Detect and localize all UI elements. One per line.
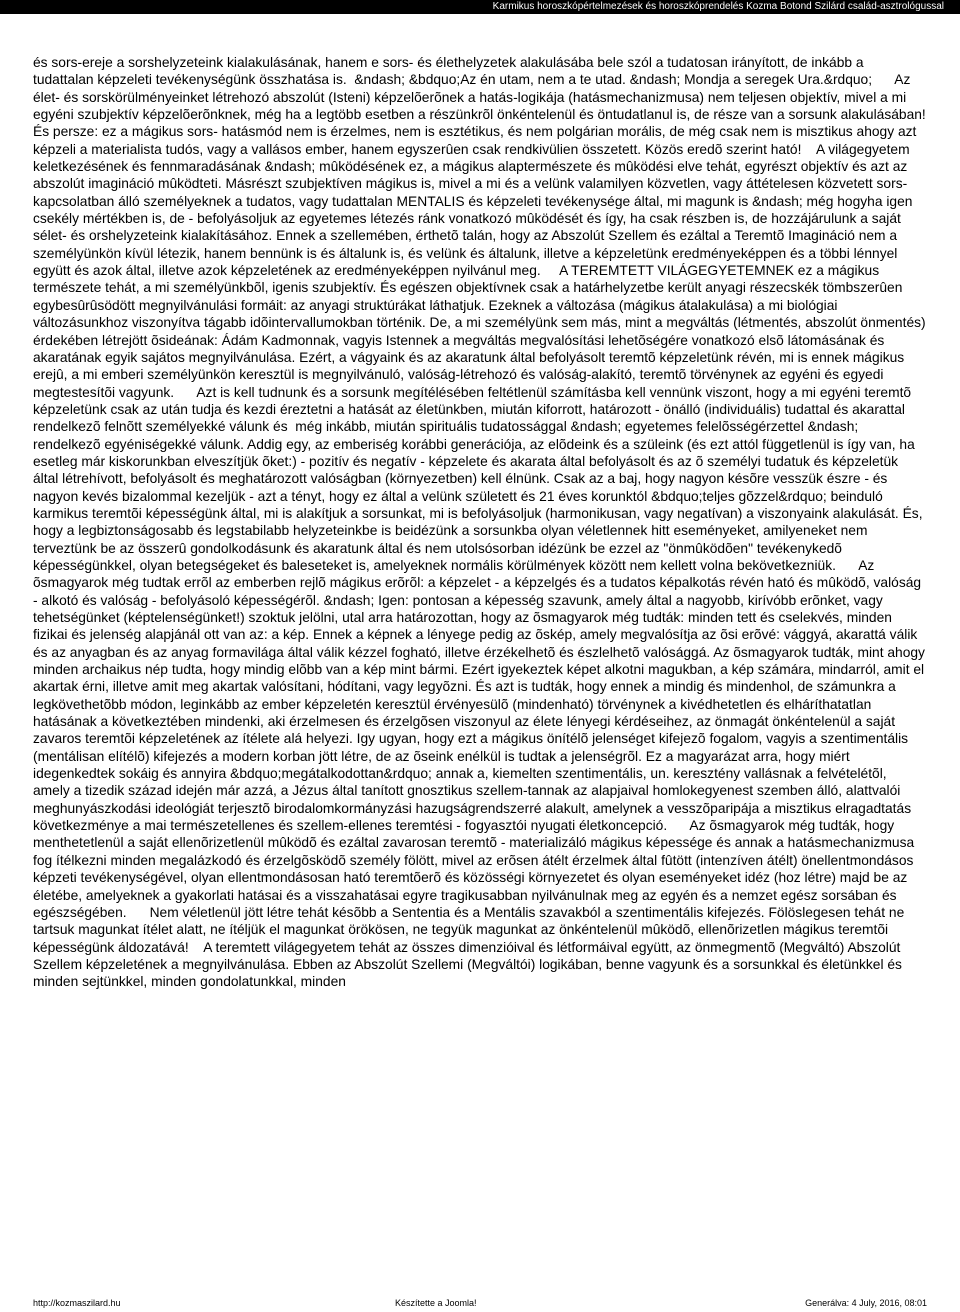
- site-header-bar: [0, 0, 960, 14]
- footer-url[interactable]: http://kozmaszilard.hu: [33, 1298, 121, 1308]
- article-body: és sors-ereje a sorshelyzeteink kialakulásának, hanem e sors- és élethelyzetek alakulásába bele szól a tudatosan irányított, de inkább a tudattalan képzeleti tevékenységünk összhatása is. &ndash; &bdquo;Az én utam, nem a te utad. &ndash; Mondja a seregek Ura.&rdquo; Az élet- és sorskörülményeinket létrehozó abszolút (Isteni) képzelõerõnek a hatás-logikája (hatásmechanizmusa) nem teljesen objektív, mivel a mi egyéni szubjektív képzelõerõnknek, még ha a legtöbb esetben a részünkrõl önkéntelenül és öntudatlanul is, de része van a sorsunk alakulásában! És persze: ez a mágikus sors- hatásmód nem is érzelmes, nem is esztétikus, és nem polgárian morális, de még csak nem is misztikus ahogy azt képzeli a materialista tudós, vagy a vallásos ember, hanem egyszerûen csak rendkivülien összetett. Közös eredõ szerint ható! A világegyetem keletkezésének és fennmaradásának &ndash; mûködésének ez, a mágikus alaptermészete és mûködési elve tehát, egyrészt objektív és azt az abszolút imagináció mûködteti. Másrészt szubjektíven mágikus is, mivel a mi és a velünk valamilyen közvetlen, vagy áttételesen közvetett sors-kapcsolatban álló személyeknek a tudatos, vagy tudattalan MENTALIS és képzeleti tevékenysége által, mi magunk is &ndash; még hogyha igen csekély mértékben is, de - befolyásoljuk az egyetemes létezés ránk vonatkozó mûködését és így, ha csak részben is, de hozzájárulunk a saját sélet- és orshelyzeteink kialakításához. Ennek a szellemében, érthetõ talán, hogy az Abszolút Szellem és ezáltal a Teremtõ Imagináció nem a személyünkön kívül létezik, hanem bennünk is és általunk is, és velünk és általunk, illetve a képzeletünk eredményeképpen és a többi lénnyel együtt és azok által, illetve azok képzeletének az eredményeképpen nyilvánul meg. A TEREMTETT VILÁGEGYETEMNEK ez a mágikus természete tehát, a mi személyünkbõl, igenis szubjektív. És egészen objektívnek csak a határhelyzetbe került anyagi részecskék tömbszerûen egybesûrûsödött megnyilvánulási formáit: az anyagi struktúrákat láthatjuk. Ezeknek a változása (mágikus átalakulása) a mi biológiai változásunkhoz viszonyítva tágabb idõintervallumokban történik. De, a mi személyünk sem más, mint a megváltás (létmentés, abszolút önmentés) érdekében létrejött õsideának: Ádám Kadmonnak, vagyis Istennek a megváltás megvalósítási lehetõségére vonatkozó elsõ látomásának és akaratának egyik sajátos megnyilvánulása. Ezért, a vágyaink és az akaratunk által befolyásolt teremtõ képzeletünk révén, mi is ennek mágikus erejû, a mi emberi személyünkön keresztül is megnyilvánuló, valóság-létrehozó és valóság-alakító, teremtõ törvénynek az egyéni és egyedi megtestesítõi vagyunk. Azt is kell tudnunk és a sorsunk megítélésében feltétlenül számításba kell vennünk viszont, hogy a mi egyéni teremtõ képzeletünk csak az után tudja és kezdi éreztetni a hatását az életünkben, miután kiforrott, határozott - önálló (individuális) tudattal és akarattal rendelkezõ felnõtt személyekké válunk és még inkább, miután spirituális tudatossággal &ndash; egyetemes felelõsségérzettel &ndash; rendelkezõ egyéniségekké válunk. Addig egy, az emberiség korábbi generációja, az elõdeink és a szüleink (és ezt attól függetlenül is így van, ha esetleg már kiskorunkban elveszítjük õket:) - pozitív és negatív - képzelete és akarata által befolyásolt és az õ személyi tudatuk és képzeletük által létrehívott, befolyásolt és meghatározott valóságban (környezetben) kell élnünk. Csak az a baj, hogy nagyon késõre vesszük észre - és nagyon kevés bizalommal kezeljük - azt a tényt, hogy ez által a velünk született és 21 éves korunktól &bdquo;teljes gõzzel&rdquo; beinduló karmikus teremtõi képességünk által, mi is alakítjuk a sorsunkat, mi is befolyásoljuk (harmonikusan, vagy negatívan) a viszonyaink alakulását. És, hogy a legbiztonságosabb és legstabilabb helyzeteinkbe is beidézünk a sorsunkba olyan véletlennek hitt eseményeket, amilyeneket nem terveztünk be az összerû gondolkodásunk és akaratunk által és nem utolsósorban idézünk be ezzel az "önmûködõen" tevékenykedõ képességünkkel, olyan betegségeket és baleseteket is, amelyeknek normális körülmények között nem kellett volna bekövetkezniük. Az õsmagyarok még tudtak errõl az emberben rejlõ mágikus erõrõl: a képzelet - a képzelgés és a tudatos képalkotás révén ható és mûködõ, valóság - alkotó és valóság - befolyásoló képességérõl. &ndash; Igen: pontosan a képesség szavunk, amely által a nagyobb, kirívóbb erõnket, vagy tehetségünket (képtelenségünket!) szoktuk jelölni, utal arra határozottan, hogy az õsmagyarok még tudták: minden tett és cselekvés, minden fizikai és jelenség alapjánál ott van az: a kép. Ennek a képnek a lényege pedig az õskép, amely megvalósítja az õsi erõvé: vággyá, akarattá válik és az anyagban és az anyag formavilága által válik kézzel fogható, illetve érzékelhetõ és észlelhetõ valósággá. Az õsmagyarok tudták, mint ahogy minden archaikus nép tudta, hogy mindig elõbb van a kép mint bármi. Ezért igyekeztek képet alkotni magukban, a kép számára, mindarról, amit el akartak érni, illetve amit meg akartak valósítani, hódítani, vagy legyõzni. És azt is tudták, hogy ennek a mindig és mindenhol, de számunkra a legkövethetõbb módon, leginkább az ember képzeletén keresztül érvényesülõ (mindenható) törvénynek a kivédhetetlen és elháríthatatlan hatásának a következtében mindenki, aki érzelmesen és érzelgõsen viszonyul az élete lényegi kérdéseihez, az önmagát önkéntelenül a saját zavaros teremtõi képzeletének az ítélete alá helyezi. Igy ugyan, hogy ezt a mágikus önítélõ jelenséget kifejezõ fogalom, vagyis a szentimentális (mentálisan elítélõ) kifejezés a modern korban jött létre, de az õseink enélkül is tudtak a jelenségrõl. Ez a magyarázat arra, hogy miért idegenkedtek sokáig és annyira &bdquo;megátalkodottan&rdquo; annak a, kiemelten szentimentális, un. keresztény vallásnak a felvételétõl, amely a tizedik század idején már azzá, a Jézus által tanított gnosztikus szellem-tannak az alapjaival homlokegyenest szemben álló, alattvalói meghunyászkodási ideológiát terjesztõ birodalomkormányzási hazugságrendszerré alakult, amelynek a vesszõparipája a misztikus elragadtatás következménye a mai természetellenes és szellem-ellenes teremtési - fogyasztói nyugati életkoncepció. Az õsmagyarok még tudták, hogy menthetetlenül a saját ellenõrizetlenül mûködõ és ezáltal zavarosan teremtõ - materializáló mágikus képessége és annak a hatásmechanizmusa fog ítélkezni minden megalázkodó és érzelgõsködõ személy fölött, mivel az erõsen átélt érzelmek által fûtött (intenzíven átélt) önellentmondásos képzeti tevékenységével, olyan ellentmondásosan ható teremtõerõ és közösségi környezetet és olyan eseményeket idéz (hoz létre) majd be az életébe, amelyeknek a gyakorlati hatásai és a visszahatásai egyre tragikusabban nyilvánulnak meg az egyén és a nemzet egész sorsában és egészségében. Nem véletlenül jött létre tehát késõbb a Sententia és a Mentális szavakból a szentimentális kifejezés. Fölöslegesen tehát ne tartsuk magunkat ítélet alatt, ne ítéljük el magunkat örökösen, ne tegyük magunkat az önkéntelenül mûködõ, ellenõrizetlen mágikus teremtõi képességünk áldozatává! A teremtett világegyetem tehát az összes dimenzióival és létformáival együtt, az önmegmentõ (Megváltó) Abszolút Szellem képzeletének a megnyilvánulása. Ebben az Abszolút Szellemi (Megváltói) logikában, benne vagyunk és a sorsunkkal és életünkkel és minden sejtünkkel, minden gondolatunkkal, minden: [33, 55, 930, 990]
- footer-made-with: Készítette a Joomla!: [395, 1298, 477, 1308]
- page-footer: [33, 1297, 927, 1309]
- site-title: Karmikus horoszkópértelmezések és horoszkóprendelés Kozma Botond Szilárd család-asztrológussal: [492, 1, 944, 12]
- footer-generated-date: Generálva: 4 July, 2016, 08:01: [805, 1298, 927, 1308]
